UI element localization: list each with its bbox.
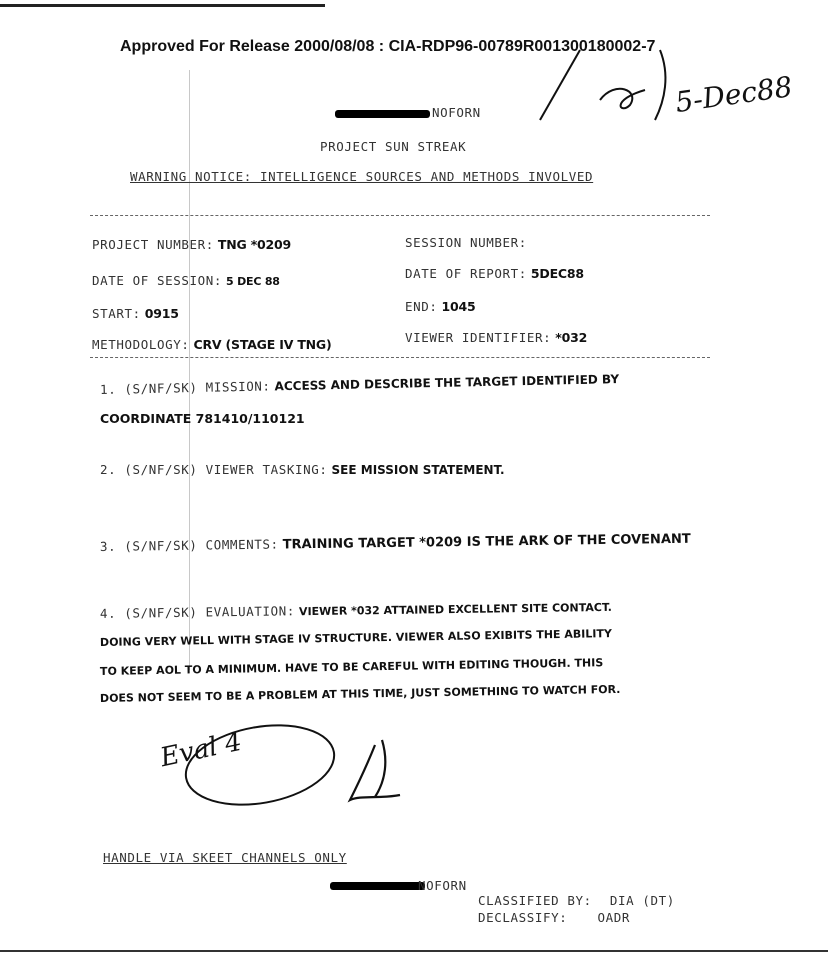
date-of-session-value: 5 DEC 88	[226, 275, 280, 288]
classification-top: NOFORN	[432, 105, 481, 120]
handwritten-date: 5-Dec88	[673, 69, 795, 120]
scan-edge-line	[0, 4, 325, 7]
date-of-session-row	[92, 272, 280, 290]
item-1-text-a: ACCESS AND DESCRIBE THE TARGET IDENTIFIED BY	[274, 372, 620, 394]
item-4-text-a: VIEWER *032 ATTAINED EXCELLENT SITE CONTACT.	[298, 600, 613, 619]
eval-circle	[180, 715, 341, 815]
classified-by-value: DIA (DT)	[609, 893, 675, 908]
end-label: END:	[405, 299, 438, 314]
divider-fields	[90, 357, 710, 358]
date-of-report-value: 5DEC88	[530, 266, 584, 281]
item-3-text: TRAINING TARGET *0209 IS THE ARK OF THE COVENANT	[282, 531, 691, 553]
item-4-text-c: TO KEEP AOL TO A MINIMUM. HAVE TO BE CAREFUL WITH EDITING THOUGH. THIS	[99, 656, 604, 678]
scan-edge-bottom	[0, 950, 828, 952]
date-of-session-label: DATE OF SESSION:	[92, 273, 223, 288]
eval-circle-drawing	[150, 715, 420, 825]
viewer-identifier-value: *032	[555, 330, 588, 345]
classified-by-row	[478, 893, 675, 908]
item-2-tasking	[100, 461, 505, 479]
declassify-row	[478, 910, 630, 925]
project-number-value: TNG *0209	[217, 237, 292, 252]
warning-notice: WARNING NOTICE: INTELLIGENCE SOURCES AND METHODS INVOLVED	[130, 169, 594, 184]
end-value: 1045	[441, 299, 476, 314]
declassify-value: OADR	[597, 910, 631, 925]
release-header: Approved For Release 2000/08/08 : CIA-RDP96-00789R001300180002-7	[120, 38, 656, 55]
project-number-row	[92, 236, 291, 254]
start-label: START:	[92, 306, 141, 321]
classified-by-label: CLASSIFIED BY:	[478, 893, 592, 908]
eval-handwritten: Eval 4	[157, 726, 245, 774]
date-of-report-row	[405, 265, 584, 283]
methodology-row	[92, 336, 331, 354]
item-1-prefix: 1. (S/NF/SK) MISSION:	[99, 378, 271, 397]
project-number-label: PROJECT NUMBER:	[92, 237, 214, 252]
start-row	[92, 305, 179, 323]
viewer-identifier-label: VIEWER IDENTIFIER:	[405, 330, 552, 345]
fold-crease	[189, 70, 190, 670]
redaction-bar-top	[335, 110, 430, 118]
methodology-value: CRV (STAGE IV TNG)	[193, 337, 332, 352]
item-2-text: SEE MISSION STATEMENT.	[331, 463, 505, 477]
pen-stroke-initial	[600, 89, 645, 108]
session-number-row	[405, 234, 527, 252]
handling-notice: HANDLE VIA SKEET CHANNELS ONLY	[103, 850, 347, 865]
signature-initial	[350, 740, 400, 800]
viewer-identifier-row	[405, 329, 587, 347]
declassify-label: DECLASSIFY:	[478, 910, 568, 925]
divider-top	[90, 215, 710, 216]
date-of-report-label: DATE OF REPORT:	[405, 266, 527, 281]
methodology-label: METHODOLOGY:	[92, 337, 190, 352]
item-1-text-b: COORDINATE 781410/110121	[100, 411, 305, 426]
item-3-prefix: 3. (S/NF/SK) COMMENTS:	[99, 536, 279, 554]
item-4-prefix: 4. (S/NF/SK) EVALUATION:	[99, 603, 296, 621]
item-4-text-b: DOING VERY WELL WITH STAGE IV STRUCTURE. VIEWER ALSO EXIBITS THE ABILITY	[99, 627, 612, 649]
start-value: 0915	[144, 306, 179, 321]
end-row	[405, 298, 476, 316]
item-4-evaluation	[100, 598, 612, 623]
pen-stroke-line	[655, 50, 665, 120]
redaction-bar-bottom	[330, 882, 425, 890]
item-1-mission	[100, 370, 620, 399]
item-4-text-d: DOES NOT SEEM TO BE A PROBLEM AT THIS TIME, JUST SOMETHING TO WATCH FOR.	[99, 682, 621, 705]
classification-bottom: NOFORN	[418, 878, 467, 893]
session-number-label: SESSION NUMBER:	[405, 235, 527, 250]
pen-stroke-slash	[540, 50, 580, 120]
project-title: PROJECT SUN STREAK	[320, 139, 467, 154]
item-2-prefix: 2. (S/NF/SK) VIEWER TASKING:	[100, 462, 328, 477]
